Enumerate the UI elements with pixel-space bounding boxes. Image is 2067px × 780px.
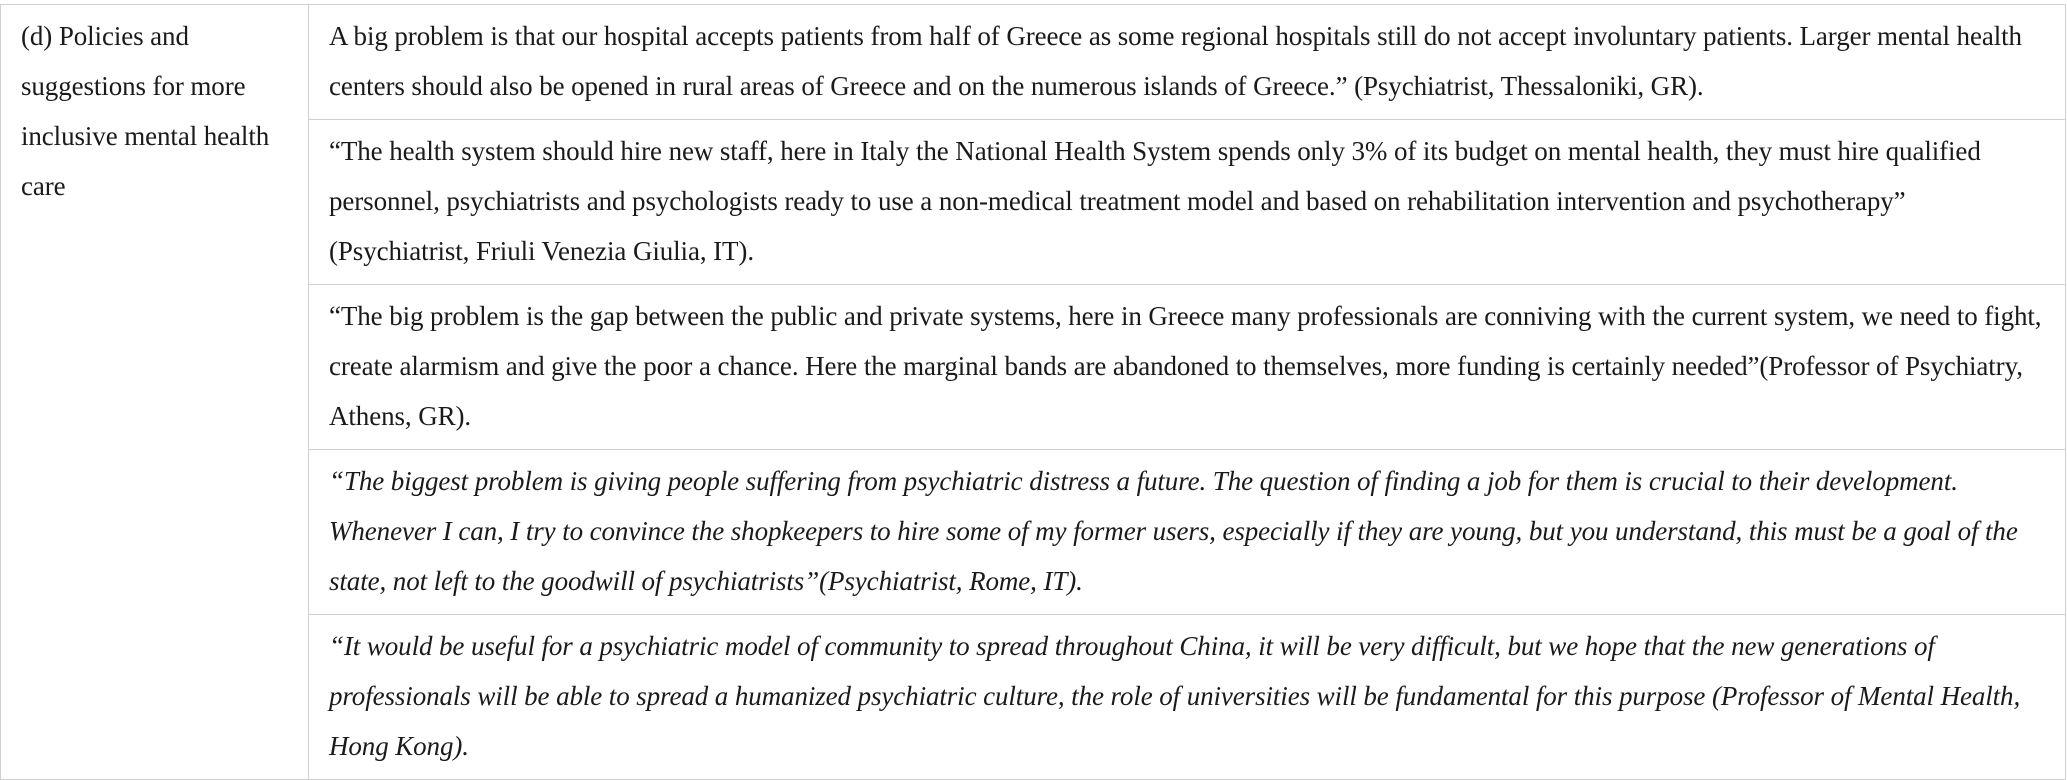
table-row <box>1 615 2066 780</box>
category-cell: (d) Policies and suggestions for more inclusive mental health care <box>1 5 309 780</box>
table-row <box>1 120 2066 285</box>
quote-cell-1: A big problem is that our hospital accepts patients from half of Greece as some regional hospitals still do not accept involuntary patients. Larger mental health centers should also be opened in rural areas of Greece and on the numerous islands of Greece.” (Psychiatrist, Thessaloniki, GR). <box>309 5 2066 120</box>
table-row <box>1 5 2066 120</box>
quote-cell-4: “The biggest problem is giving people suffering from psychiatric distress a future. The question of finding a job for them is crucial to their development. Whenever I can, I try to convince the shopkeepers to hire some of my former users, especially if they are young, but you understand, this must be a goal of the state, not left to the goodwill of psychiatrists”(Psychiatrist, Rome, IT). <box>309 450 2066 615</box>
quote-cell-5: “It would be useful for a psychiatric model of community to spread throughout China, it will be very difficult, but we hope that the new generations of professionals will be able to spread a humanized psychiatric culture, the role of universities will be fundamental for this purpose (Professor of Mental Health, Hong Kong). <box>309 615 2066 780</box>
quote-cell-3: “The big problem is the gap between the public and private systems, here in Greece many professionals are conniving with the current system, we need to fight, create alarmism and give the poor a chance. Here the marginal bands are abandoned to themselves, more funding is certainly needed”(Professor of Psychiatry, Athens, GR). <box>309 285 2066 450</box>
quotes-table <box>0 4 2066 780</box>
table-row <box>1 450 2066 615</box>
table-row <box>1 285 2066 450</box>
quote-cell-2: “The health system should hire new staff, here in Italy the National Health System spends only 3% of its budget on mental health, they must hire qualified personnel, psychiatrists and psychologists ready to use a non-medical treatment model and based on rehabilitation intervention and psychotherapy” (Psychiatrist, Friuli Venezia Giulia, IT). <box>309 120 2066 285</box>
